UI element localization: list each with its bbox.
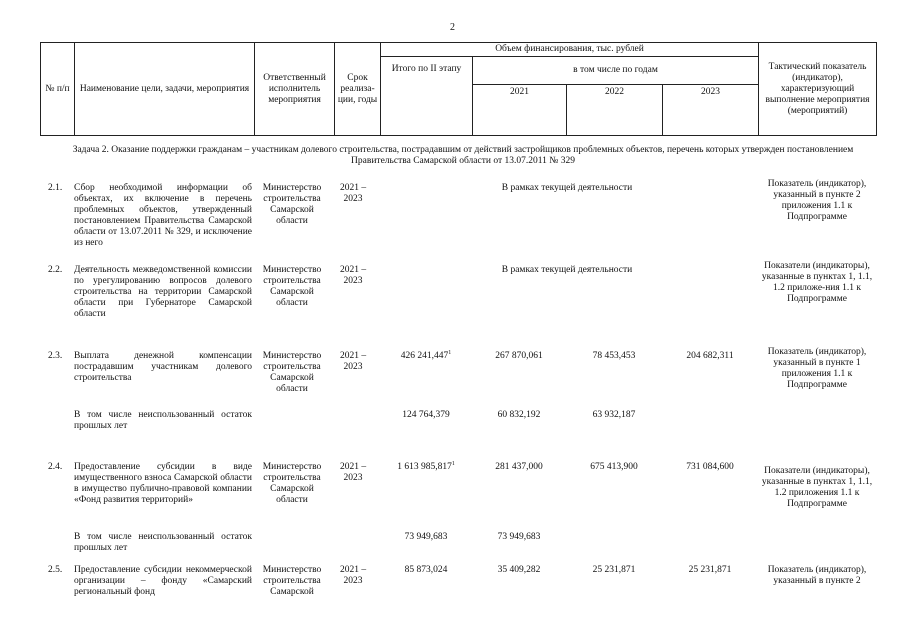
row-total-value: 1 613 985,817	[397, 462, 452, 472]
row-term: 2021 – 2023	[339, 565, 367, 586]
row-indicator: Показатели (индикаторы), указанные в пунктах 1, 1.1, 1.2 приложе-ния 1.1 к Подпрограмме	[761, 261, 873, 304]
row-2022: 675 413,900	[590, 462, 638, 472]
row-num: 2.4.	[48, 462, 63, 472]
row-num: 2.3.	[48, 351, 63, 361]
header-num: № п/п	[41, 43, 75, 136]
row-2022: 25 231,871	[592, 565, 636, 575]
row-sub-2021: 73 949,683	[497, 532, 541, 542]
row-num: 2.5.	[48, 565, 63, 575]
row-total-value: 426 241,447	[400, 351, 449, 361]
row-2023: 204 682,311	[686, 351, 734, 361]
row-sub-2022: 63 932,187	[592, 410, 636, 420]
task-title: Задача 2. Оказание поддержки гражданам – участникам долевого строительства, пострадавшим от действий застройщиков проблемных объектов, перечень которых утвержден постановлением Правительства Самарской области от 13.07.2011 № 329	[72, 145, 854, 166]
row-term: 2021 – 2023	[339, 351, 367, 372]
row-name: Выплата денежной компенсации пострадавшим участникам долевого строительства	[74, 351, 252, 383]
row-indicator: Показатели (индикаторы), указанные в пунктах 1, 1.1, 1.2 приложения 1.1 к Подпрограмме	[761, 466, 873, 509]
row-sub-total: 73 949,683	[404, 532, 448, 542]
header-year-2021: 2021	[473, 85, 567, 136]
header-total: Итого по II этапу	[381, 57, 473, 136]
header-funding: Объем финансирования, тыс. рублей	[381, 43, 759, 57]
header-term: Срок реализа-ции, годы	[335, 43, 381, 136]
row-num: 2.1.	[48, 183, 63, 193]
row-total: 85 873,024	[404, 565, 448, 575]
row-executor: Министерство строительства Самарской области	[262, 462, 322, 505]
header-year-2023: 2023	[663, 85, 759, 136]
row-subname: В том числе неиспользованный остаток прошлых лет	[74, 532, 252, 553]
row-term: 2021 – 2023	[339, 183, 367, 204]
row-num: 2.2.	[48, 265, 63, 275]
header-by-years: в том числе по годам	[473, 57, 759, 85]
row-sub-2021: 60 832,192	[497, 410, 541, 420]
row-executor: Министерство строительства Самарской	[262, 565, 322, 597]
row-funding-note: В рамках текущей деятельности	[501, 183, 633, 193]
row-funding-note: В рамках текущей деятельности	[501, 265, 633, 275]
row-2023: 25 231,871	[688, 565, 732, 575]
row-2021: 35 409,282	[497, 565, 541, 575]
header-indicator: Тактический показатель (индикатор), характеризующий выполнение мероприятия (мероприятий)	[759, 43, 877, 136]
row-name: Предоставление субсидии некоммерческой организации – фонду «Самарский региональный фонд	[74, 565, 252, 597]
row-term: 2021 – 2023	[339, 462, 367, 483]
row-name: Деятельность межведомственной комиссии по урегулированию вопросов долевого строительства на территории Самарской области при Губернаторе Самарской области	[74, 265, 252, 319]
row-total	[380, 351, 472, 362]
row-indicator: Показатель (индикатор), указанный в пункте 2 приложения 1.1 к Подпрограмме	[767, 179, 867, 222]
header-executor: Ответственный исполнитель мероприятия	[255, 43, 335, 136]
header-year-2022: 2022	[567, 85, 663, 136]
row-sub-total: 124 764,379	[402, 410, 450, 420]
row-2021: 281 437,000	[495, 462, 543, 472]
row-total	[380, 462, 472, 473]
row-2023: 731 084,600	[686, 462, 734, 472]
footnote-mark: 1	[451, 460, 455, 467]
row-executor: Министерство строительства Самарской области	[262, 351, 322, 394]
row-name: Предоставление субсидии в виде имущественного взноса Самарской области в имущество публично-правовой компании «Фонд развития территорий»	[74, 462, 252, 505]
row-executor: Министерство строительства Самарской области	[262, 183, 322, 226]
row-term: 2021 – 2023	[339, 265, 367, 286]
header-name: Наименование цели, задачи, мероприятия	[75, 43, 255, 136]
page-number: 2	[450, 22, 455, 33]
row-subname: В том числе неиспользованный остаток прошлых лет	[74, 410, 252, 431]
row-indicator: Показатель (индикатор), указанный в пункте 2	[767, 565, 867, 586]
row-executor: Министерство строительства Самарской области	[262, 265, 322, 308]
footnote-mark: 1	[448, 349, 452, 356]
row-name: Сбор необходимой информации об объектах, их включение в перечень проблемных объектов, утвержденный постановлением Правительства Самарской области от 13.07.2011 № 329, и исключение из него	[74, 183, 252, 248]
row-indicator: Показатель (индикатор), указанный в пункте 1 приложения 1.1 к Подпрограмме	[767, 347, 867, 390]
row-2021: 267 870,061	[495, 351, 543, 361]
row-2022: 78 453,453	[592, 351, 636, 361]
